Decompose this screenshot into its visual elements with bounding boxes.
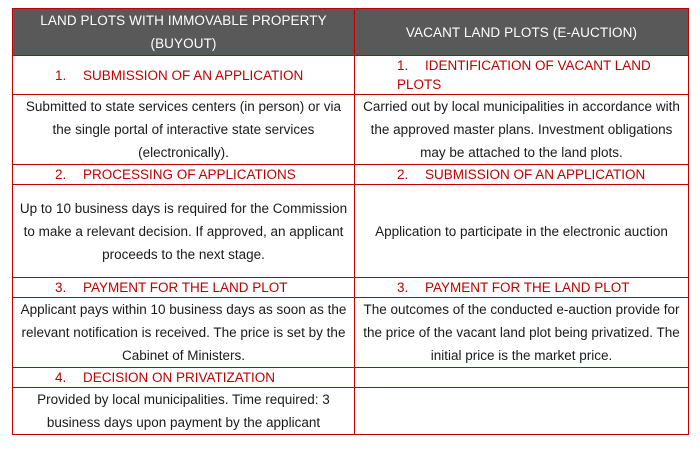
right-step-3-text: The outcomes of the conducted e-auction provide for the price of the vacant land plot being privatized. The initial price is the market price. [355,298,689,368]
left-step-2-text: Up to 10 business days is required for the Commission to make a relevant decision. If approved, an applicant proceeds to the next stage. [13,185,355,278]
step-title: SUBMISSION OF AN APPLICATION [83,67,304,83]
step-body-row [13,185,689,278]
right-step-3-title [355,278,689,298]
left-step-3-text: Applicant pays within 10 business days as soon as the relevant notification is received. The price is set by the Cabinet of Ministers. [13,298,355,368]
step-title-row [13,368,689,388]
left-step-4-text: Provided by local municipalities. Time required: 3 business days upon payment by the applicant [13,388,355,435]
header-row [13,9,689,56]
step-number: 2. [397,167,409,182]
step-title: SUBMISSION OF AN APPLICATION [425,167,646,182]
step-number: 4. [55,370,67,385]
left-step-3-title [13,278,355,298]
step-number: 1. [397,58,409,73]
step-title: PROCESSING OF APPLICATIONS [83,167,296,182]
step-number: 3. [55,280,67,295]
left-step-1-title [13,56,355,95]
right-step-4-empty-text [355,388,689,435]
right-step-4-empty [355,368,689,388]
step-title-row [13,278,689,298]
step-title-row [13,56,689,95]
comparison-table [12,8,689,435]
step-title: PAYMENT FOR THE LAND PLOT [83,280,288,295]
header-buyout: LAND PLOTS WITH IMMOVABLE PROPERTY (BUYOUT) [13,9,355,56]
header-e-auction: VACANT LAND PLOTS (E-AUCTION) [355,9,689,56]
step-body-row [13,95,689,165]
left-step-2-title [13,165,355,185]
step-body-row [13,388,689,435]
privatization-comparison-table [12,8,688,442]
right-step-1-text: Carried out by local municipalities in accordance with the approved master plans. Investment obligations may be attached to the land plots. [355,95,689,165]
step-title: IDENTIFICATION OF VACANT LAND PLOTS [397,58,651,92]
step-number: 3. [397,280,409,295]
right-step-2-title [355,165,689,185]
step-title-row [13,165,689,185]
step-body-row [13,298,689,368]
step-number: 1. [55,67,67,83]
step-title: PAYMENT FOR THE LAND PLOT [425,280,630,295]
right-step-2-text: Application to participate in the electronic auction [355,185,689,278]
left-step-4-title [13,368,355,388]
step-title: DECISION ON PRIVATIZATION [83,370,276,385]
right-step-1-title [355,56,689,95]
left-step-1-text: Submitted to state services centers (in person) or via the single portal of interactive state services (electronically). [13,95,355,165]
step-number: 2. [55,167,67,182]
